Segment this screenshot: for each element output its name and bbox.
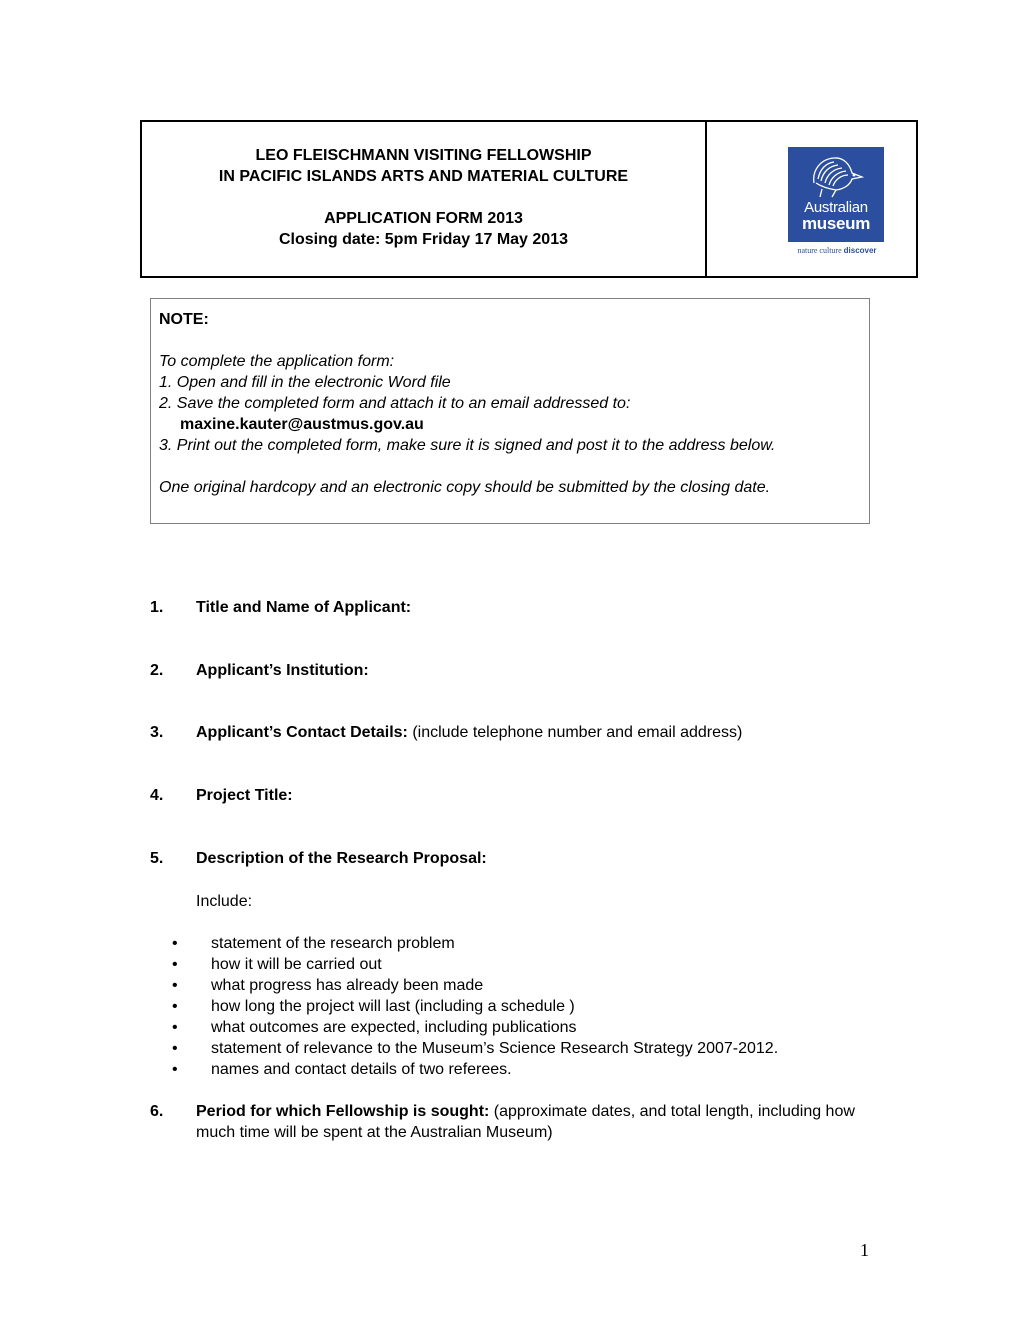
list-item: • what progress has already been made xyxy=(172,977,484,994)
note-intro: To complete the application form: xyxy=(159,353,395,370)
bullet-icon: • xyxy=(172,977,178,994)
question-label: Description of the Research Proposal: xyxy=(196,850,487,867)
bullet-icon: • xyxy=(172,998,178,1015)
note-box xyxy=(150,298,870,524)
fellowship-title-line1: LEO FLEISCHMANN VISITING FELLOWSHIP xyxy=(255,147,592,164)
list-item: • statement of the research problem xyxy=(172,935,455,952)
header-logo-cell xyxy=(707,122,916,276)
bullet-icon: • xyxy=(172,956,178,973)
list-item: • how it will be carried out xyxy=(172,956,382,973)
echidna-logo-icon xyxy=(808,153,864,199)
note-step-1: 1. Open and fill in the electronic Word file xyxy=(159,374,451,391)
include-list xyxy=(170,933,778,1080)
bullet-icon: • xyxy=(172,1061,178,1078)
note-email-link[interactable]: maxine.kauter@austmus.gov.au xyxy=(180,416,424,433)
logo-tagline xyxy=(783,246,891,255)
question-number: 2. xyxy=(150,662,164,679)
list-item: • statement of relevance to the Museum’s Science Research Strategy 2007-2012. xyxy=(172,1040,779,1057)
question-detail: (include telephone number and email address) xyxy=(407,724,743,741)
question-label: Title and Name of Applicant: xyxy=(196,599,412,616)
note-title: NOTE: xyxy=(159,311,209,328)
note-step-2: 2. Save the completed form and attach it to an email addressed to: xyxy=(159,395,631,412)
bullet-icon: • xyxy=(172,1019,178,1036)
australian-museum-logo xyxy=(788,147,884,242)
question-number: 4. xyxy=(150,787,164,804)
question-detail: (approximate dates, and total length, including how much time will be spent at the Australian Museum) xyxy=(196,1103,855,1141)
include-label: Include: xyxy=(196,893,253,910)
closing-date: Closing date: 5pm Friday 17 May 2013 xyxy=(279,231,568,248)
question-number: 3. xyxy=(150,724,164,741)
question-number: 1. xyxy=(150,599,164,616)
question-label: Applicant’s Institution: xyxy=(196,662,369,679)
list-item: • names and contact details of two referees. xyxy=(172,1061,512,1078)
question-label: Period for which Fellowship is sought: xyxy=(196,1103,490,1120)
list-item: • how long the project will last (including a schedule ) xyxy=(172,998,575,1015)
list-item: • what outcomes are expected, including publications xyxy=(172,1019,577,1036)
header-title-cell xyxy=(142,122,707,276)
logo-word-museum: museum xyxy=(801,214,871,233)
form-title: APPLICATION FORM 2013 xyxy=(324,210,523,227)
fellowship-title-line2: IN PACIFIC ISLANDS ARTS AND MATERIAL CULTURE xyxy=(218,168,629,185)
question-number: 5. xyxy=(150,850,164,867)
logo-tagline-regular: nature culture xyxy=(797,246,844,255)
bullet-icon: • xyxy=(172,1040,178,1057)
bullet-icon: • xyxy=(172,935,178,952)
header-box xyxy=(140,120,918,278)
page-number: 1 xyxy=(860,1240,869,1260)
question-label: Project Title: xyxy=(196,787,293,804)
logo-word-australian: Australian xyxy=(804,199,868,216)
logo-tagline-bold: discover xyxy=(843,246,877,255)
note-closing: One original hardcopy and an electronic copy should be submitted by the closing date. xyxy=(159,479,771,496)
question-number: 6. xyxy=(150,1103,164,1120)
question-label: Applicant’s Contact Details: xyxy=(196,724,408,741)
note-step-3: 3. Print out the completed form, make sure it is signed and post it to the address below. xyxy=(159,437,776,454)
